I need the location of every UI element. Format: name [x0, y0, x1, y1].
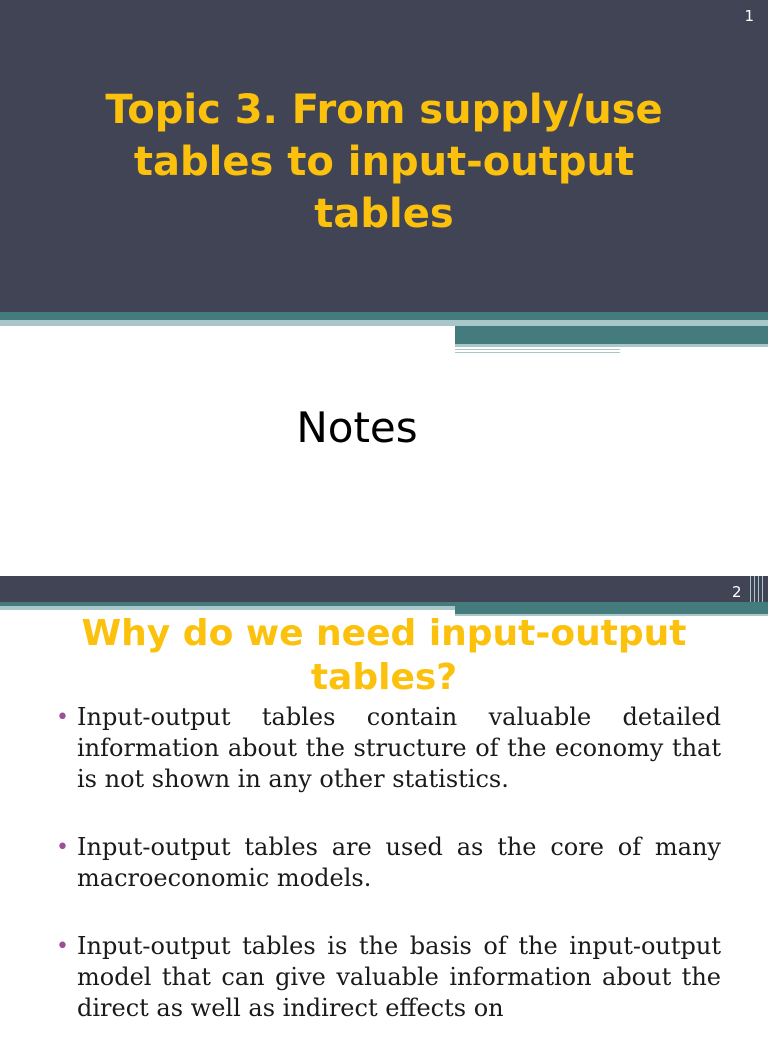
header-band — [0, 576, 768, 602]
decorative-stripe — [455, 326, 768, 344]
decorative-line — [762, 576, 763, 602]
decorative-line — [750, 576, 751, 602]
list-item — [56, 832, 721, 894]
slide-title: Topic 3. From supply/use tables to input-output tables — [105, 87, 663, 237]
decorative-stripe — [455, 344, 768, 347]
bullet-dot-icon: • — [56, 934, 69, 959]
slide-number: 2 — [732, 583, 742, 601]
list-item — [56, 702, 721, 795]
slide-subtitle: Notes — [296, 403, 418, 452]
bullet-dot-icon: • — [56, 705, 69, 730]
slide-title: Why do we need input-output tables? — [81, 613, 687, 698]
list-item — [56, 931, 721, 1024]
decorative-line — [455, 349, 620, 350]
decorative-line — [758, 576, 759, 602]
bullet-dot-icon: • — [56, 835, 69, 860]
bullet-text: Input-output tables is the basis of the input-output model that can give valuable information about the direct as well as indirect effects on — [77, 932, 721, 1022]
decorative-stripe — [0, 312, 768, 320]
decorative-line — [754, 576, 755, 602]
slide-number: 1 — [744, 7, 754, 25]
bullet-text: Input-output tables contain valuable detailed information about the structure of the economy that is not shown in any other statistics. — [77, 703, 721, 793]
bullet-text: Input-output tables are used as the core of many macroeconomic models. — [77, 833, 721, 892]
bullet-list — [56, 702, 721, 1061]
decorative-line — [455, 352, 620, 353]
